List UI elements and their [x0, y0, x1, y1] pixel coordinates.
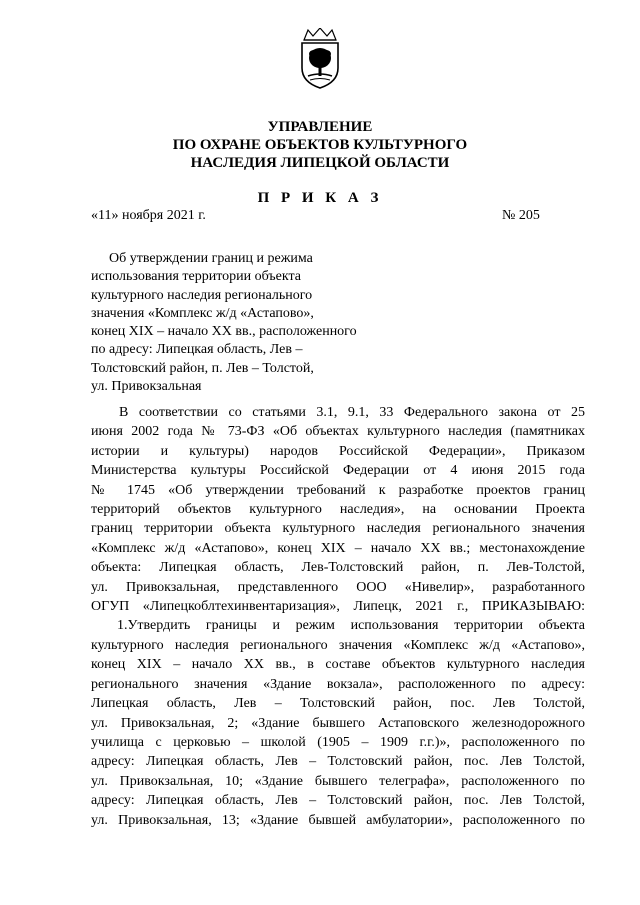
- body-line: В соответствии со статьями 3.1, 9.1, 33 Федерального закона от 25: [119, 405, 585, 420]
- body-line: ОГУП «Липецкоблтехинвентаризация», Липецк, 2021 г., ПРИКАЗЫВАЮ:: [91, 599, 585, 615]
- body-line: истории и культуры) народов Российской Федерации», Приказом: [91, 443, 585, 459]
- body-line: территорий объектов культурного наследия», на основании Проекта: [91, 502, 585, 518]
- body-line: границ территории объекта культурного наследия регионального значения: [91, 521, 585, 537]
- body-line: июня 2002 года № 73-ФЗ «Об объектах культурного наследия (памятниках: [91, 424, 585, 440]
- body-line: адресу: Липецкая область, Лев – Толстовский район, пос. Лев Толстой,: [91, 793, 585, 809]
- agency-heading-line: НАСЛЕДИЯ ЛИПЕЦКОЙ ОБЛАСТИ: [190, 155, 450, 171]
- body-line: конец XIX – начало XX вв., в составе объектов культурного наследия: [91, 657, 585, 673]
- body-line: Министерства культуры Российской Федерации от 4 июня 2015 года: [91, 463, 585, 479]
- order-subject: [91, 250, 401, 396]
- body-line: 1.Утвердить границы и режим использования территории объекта: [117, 618, 585, 634]
- subject-line: использования территории объекта: [91, 269, 301, 285]
- order-date: «11» ноября 2021 г.: [91, 208, 206, 223]
- coat-of-arms-icon: [294, 28, 346, 90]
- agency-heading-line: УПРАВЛЕНИЕ: [267, 119, 373, 135]
- body-line: ул. Привокзальная, 2; «Здание бывшего Астаповского железнодорожного: [91, 715, 585, 731]
- order-title: П Р И К А З: [257, 190, 383, 206]
- subject-line: конец XIX – начало XX вв., расположенного: [91, 324, 357, 340]
- subject-line: значения «Комплекс ж/д «Астапово»,: [91, 305, 314, 321]
- order-number: № 205: [502, 208, 540, 223]
- body-line: училища с церковью – школой (1905 – 1909 г.г.)», расположенного по: [91, 734, 585, 750]
- subject-line: по адресу: Липецкая область, Лев –: [91, 342, 303, 358]
- body-line: адресу: Липецкая область, Лев – Толстовский район, пос. Лев Толстой,: [91, 754, 585, 770]
- order-body: [91, 403, 585, 830]
- body-line: регионального значения «Здание вокзала», расположенного по адресу:: [91, 676, 585, 692]
- subject-line: ул. Привокзальная: [91, 379, 202, 395]
- body-line: ул. Привокзальная, 10; «Здание бывшего телеграфа», расположенного по: [91, 773, 585, 789]
- agency-heading: [0, 118, 640, 172]
- body-line: № 1745 «Об утверждении требований к разработке проектов границ: [91, 482, 585, 498]
- body-line: культурного наследия регионального значения «Комплекс ж/д «Астапово»,: [91, 637, 585, 653]
- agency-heading-line: ПО ОХРАНЕ ОБЪЕКТОВ КУЛЬТУРНОГО: [172, 137, 468, 153]
- subject-line: культурного наследия регионального: [91, 287, 313, 303]
- subject-line: Толстовский район, п. Лев – Толстой,: [91, 360, 314, 376]
- body-line: ул. Привокзальная, представленного ООО «Нивелир», разработанного: [91, 579, 585, 595]
- body-line: Липецкая область, Лев – Толстовский район, пос. Лев Толстой,: [91, 696, 585, 712]
- body-line: ул. Привокзальная, 13; «Здание бывшей амбулатории», расположенного по: [91, 812, 585, 828]
- body-line: «Комплекс ж/д «Астапово», конец XIX – начало XX вв.; местонахождение: [91, 540, 585, 556]
- subject-line: Об утверждении границ и режима: [109, 251, 313, 266]
- body-line: объекта: Липецкая область, Лев-Толстовский район, п. Лев-Толстой,: [91, 560, 585, 576]
